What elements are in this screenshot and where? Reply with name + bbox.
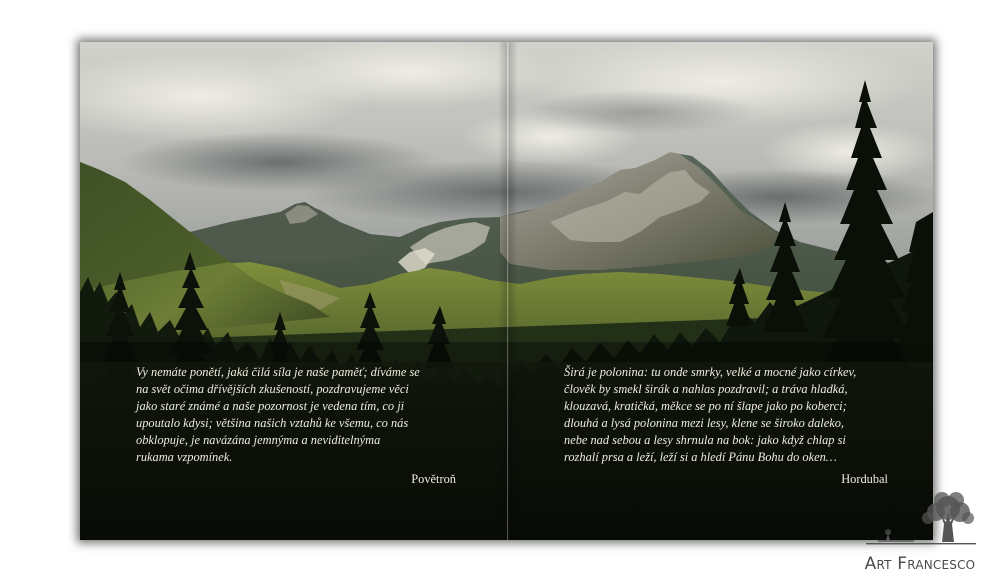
right-quote-line: Širá je polonina: tu onde smrky, velké a mocné jako církev, xyxy=(564,365,857,379)
left-quote-line: upoutalo kdysi; většina našich vztahů ke všemu, co nás xyxy=(136,416,409,430)
right-quote-line: dlouhá a lysá polonina mezi lesy, klene se široko daleko, xyxy=(564,416,844,430)
left-quote-source: Povětroň xyxy=(411,472,456,486)
right-page-quote xyxy=(564,364,888,488)
left-quote-line: jako staré známé a naše pozornost je vedena tím, co ji xyxy=(136,399,405,413)
left-quote-body xyxy=(136,364,456,466)
right-quote-source: Hordubal xyxy=(841,472,888,486)
right-quote-line: klouzavá, kratičká, měkce se po ní šlape jako po koberci; xyxy=(564,399,847,413)
book-gutter xyxy=(507,42,508,540)
art-francesco-logo xyxy=(858,488,982,580)
book-spread xyxy=(80,42,933,540)
left-page-quote xyxy=(136,364,456,488)
tree-icon xyxy=(858,488,982,554)
right-quote-line: rozhalí prsa a leží, leží si a hledí Pánu Bohu do oken… xyxy=(564,450,837,464)
left-quote-line: obklopuje, je navázána jemnýma a neviditelnýma xyxy=(136,433,381,447)
book-gutter-shadow xyxy=(498,42,518,540)
right-quote-line: nebe nad sebou a lesy shrnula na bok: jako když chlap si xyxy=(564,433,846,447)
left-quote-line: rukama vzpomínek. xyxy=(136,450,233,464)
right-quote-line: člověk by smekl širák a nahlas pozdravil; a tráva hladká, xyxy=(564,382,848,396)
logo-text: Art Francesco xyxy=(864,554,976,574)
right-quote-body xyxy=(564,364,888,466)
left-quote-line: Vy nemáte ponětí, jaká čilá síla je naše paměť; díváme se xyxy=(136,365,420,379)
left-quote-line: na svět očima dřívějších zkušeností, pozdravujeme věci xyxy=(136,382,409,396)
